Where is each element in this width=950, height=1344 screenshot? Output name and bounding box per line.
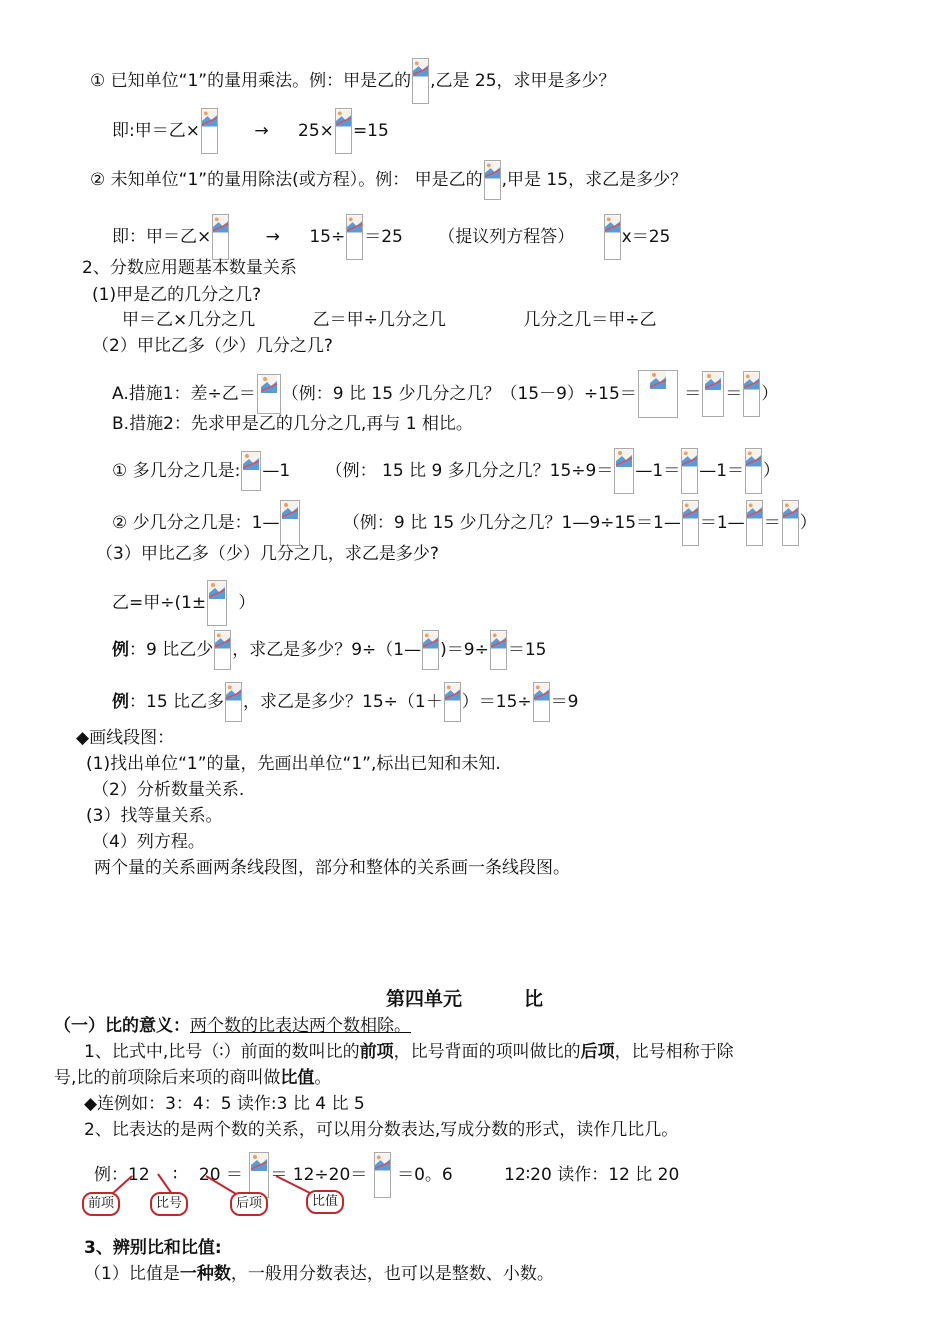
text: —1＝ (699, 461, 745, 481)
text: x＝25 (621, 227, 671, 247)
text: ） (238, 593, 256, 613)
text: ：15 比乙多 (129, 692, 225, 712)
term: 后项 (580, 1042, 615, 1062)
formula: 乙＝甲÷几分之几 (312, 310, 446, 330)
question: (1)甲是乙的几分之几? (92, 285, 262, 305)
text: ＝ (725, 384, 743, 404)
text: （提议列方程答） (438, 227, 575, 247)
text: ，比号相称于除 (614, 1042, 734, 1062)
text: 15÷ (309, 227, 346, 247)
text: ＝ 12÷20＝ (270, 1165, 368, 1185)
method-b: B.措施2：先求甲是乙的几分之几,再与 1 相比。 (112, 414, 473, 434)
text: （1）比值是 (84, 1264, 180, 1284)
text: ＝0。6 (397, 1165, 453, 1185)
text: ,乙是 25，求甲是多少？ (430, 71, 616, 91)
text: 20 ＝ (198, 1165, 243, 1185)
text: ：9 比乙少 (129, 640, 214, 660)
text: —1＝ (635, 461, 681, 481)
text: 第四单元 (386, 987, 463, 1010)
text: 比 (524, 987, 544, 1010)
para-2: 2、比表达的是两个数的关系，可以用分数表达,写成分数的形式，读作几比几。 (84, 1120, 679, 1140)
subsection-heading: ◆画线段图： (76, 728, 175, 748)
text: 25× (298, 121, 334, 141)
text: —1 (262, 461, 291, 481)
text: ，求乙是多少？9÷（1— (232, 640, 422, 660)
text: ） (763, 461, 781, 481)
text: ② 少几分之几是：1— (112, 513, 280, 533)
text: 12∶20 读作：12 比 20 (504, 1165, 680, 1185)
text: ，一般用分数表达，也可以是整数、小数。 (230, 1264, 554, 1284)
formula: 几分之几＝甲÷乙 (523, 310, 657, 330)
text: ＝ (763, 513, 781, 533)
text: ） (761, 384, 779, 404)
section-heading: 3、辨别比和比值: (84, 1238, 222, 1258)
term: 一种数 (179, 1264, 231, 1284)
text: ① 多几分之几是: (112, 461, 241, 481)
text: ，求乙是多少？15÷（1＋ (243, 692, 443, 712)
text: ,甲是 15，求乙是多少？ (501, 170, 688, 190)
text: ＝25 (364, 227, 403, 247)
text: （例：9 比 15 少几分之几？1—9÷15＝1— (342, 513, 681, 533)
text: ＝15 (507, 640, 547, 660)
text: ，比号背面的项叫做比的 (393, 1042, 581, 1062)
text: （例： 15 比 9 多几分之几？15÷9＝ (325, 461, 614, 481)
list-item: 两个量的关系画两条线段图，部分和整体的关系画一条线段图。 (94, 858, 570, 878)
example: ◆连例如：3：4：5 读作:3 比 4 比 5 (84, 1094, 365, 1114)
arrow-icon: → (265, 227, 280, 247)
list-item: (3）找等量关系。 (86, 806, 223, 826)
text: ＝ (684, 384, 702, 404)
text: （一）比的意义： (54, 1016, 190, 1036)
text: 即：甲＝乙× (112, 227, 212, 247)
text: =15 (352, 121, 389, 141)
para-3 (84, 1262, 554, 1286)
text: A.措施1：差÷乙＝ (112, 384, 256, 404)
text: ① 已知单位“1”的量用乘法。例：甲是乙的 (90, 71, 412, 91)
text: ∶ (173, 1165, 178, 1185)
text: ）＝15÷ (461, 692, 532, 712)
callout-ratio-sign: 比号 (150, 1192, 188, 1216)
question: （3）甲比乙多（少）几分之几，求乙是多少? (96, 544, 439, 564)
text: ＝9 (550, 692, 579, 712)
text: 乙=甲÷(1± (112, 593, 207, 613)
list-item: （2）分析数量关系. (92, 780, 245, 800)
text: 例：12 (94, 1165, 150, 1185)
term: 前项 (359, 1042, 394, 1062)
text: 即:甲＝乙× (112, 121, 200, 141)
text: （例：9 比 15 少几分之几？（15－9）÷15＝ (281, 384, 637, 404)
text: 号,比的前项除后来项的商叫做 (54, 1068, 281, 1088)
text: )＝9÷ (440, 640, 489, 660)
text: ② 未知单位“1”的量用除法(或方程）。例： 甲是乙的 (90, 170, 483, 190)
formula: 甲＝乙×几分之几 (122, 310, 256, 330)
term: 比值 (280, 1068, 315, 1088)
text: 。 (314, 1068, 332, 1088)
arrow-icon: → (254, 121, 269, 141)
label: 例 (112, 640, 129, 660)
text: 1、比式中,比号（∶）前面的数叫比的 (84, 1042, 360, 1062)
question: （2）甲比乙多（少）几分之几? (92, 336, 333, 356)
label: 例 (112, 692, 129, 712)
text: ＝1— (699, 513, 745, 533)
section-heading: 2、分数应用题基本数量关系 (82, 258, 297, 278)
callout-front-term: 前项 (82, 1192, 120, 1216)
callout-back-term: 后项 (230, 1192, 268, 1216)
list-item: (1)找出单位“1”的量，先画出单位“1”,标出已知和未知. (86, 754, 501, 774)
callout-ratio-value: 比值 (306, 1190, 344, 1214)
text: ） (799, 513, 817, 533)
list-item: （4）列方程。 (92, 832, 205, 852)
text: 两个数的比表达两个数相除。 (190, 1016, 411, 1036)
